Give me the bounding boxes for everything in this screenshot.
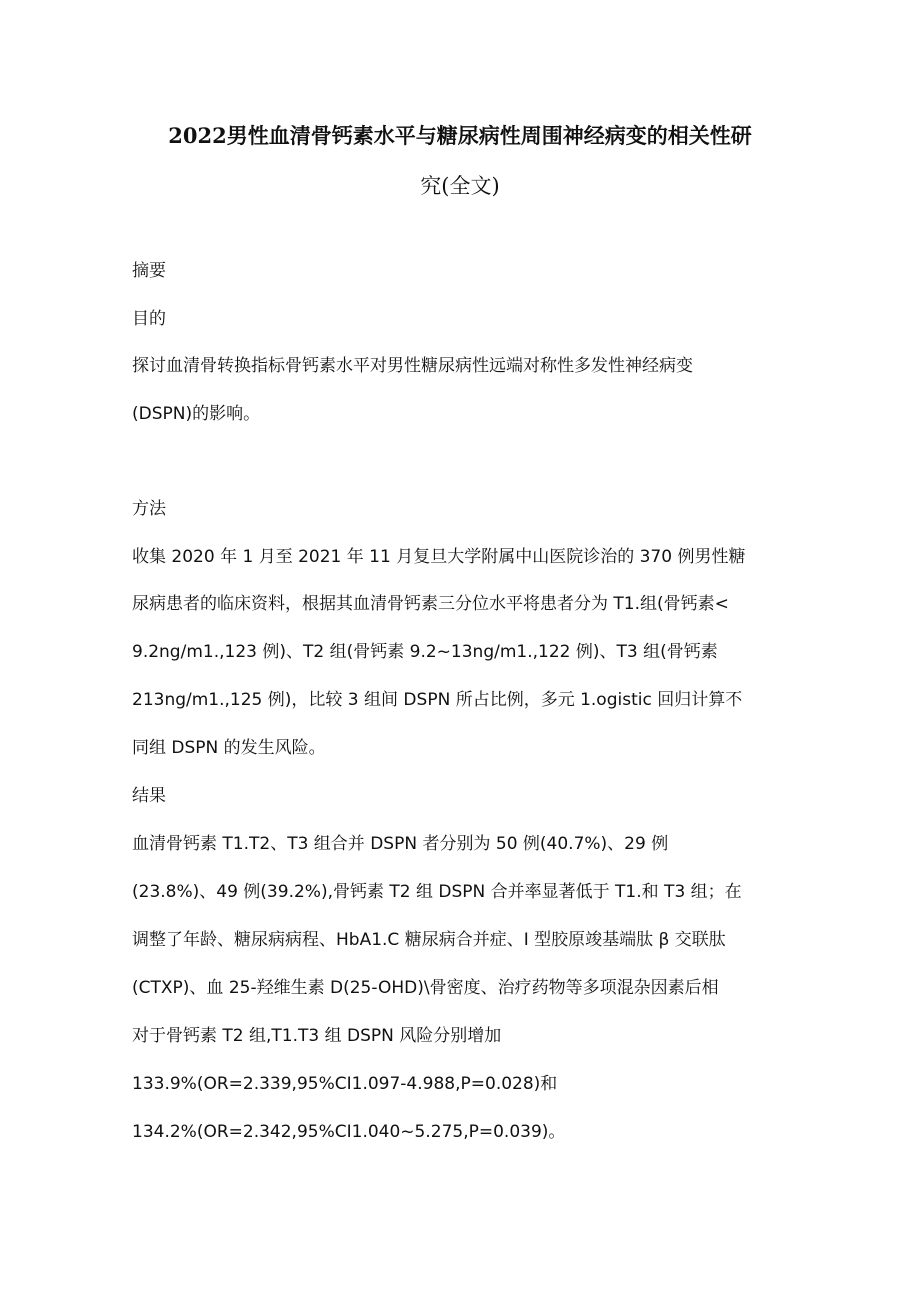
objective-text-line: 探讨血清骨转换指标骨钙素水平对男性糖尿病性远端对称性多发性神经病变 (132, 356, 693, 376)
methods-heading: 方法 (132, 499, 166, 519)
methods-text-line: 9.2ng/m1.,123 例)、T2 组(骨钙素 9.2~13ng/m1.,122 例)、T3 组(骨钙素 (132, 642, 718, 662)
results-heading: 结果 (132, 786, 166, 806)
methods-text-line: 尿病患者的临床资料，根据其血清骨钙素三分位水平将患者分为 T1.组(骨钙素< (132, 594, 729, 614)
methods-text-line: 213ng/m1.,125 例)，比较 3 组间 DSPN 所占比例，多元 1.ogistic 回归计算不 (132, 690, 743, 710)
results-text-line: 调整了年龄、糖尿病病程、HbA1.C 糖尿病合并症、I 型胶原竣基端肽 β 交联肽 (132, 930, 726, 950)
methods-text-line: 收集 2020 年 1 月至 2021 年 11 月复旦大学附属中山医院诊治的 370 例男性糖 (132, 547, 746, 567)
results-text-line: 对于骨钙素 T2 组,T1.T3 组 DSPN 风险分别增加 (132, 1026, 502, 1046)
document-title-line-2: 究(全文) (420, 174, 500, 198)
results-text-line: 133.9%(OR=2.339,95%CI1.097-4.988,P=0.028)和 (132, 1074, 558, 1094)
abstract-heading: 摘要 (132, 261, 166, 281)
results-text-line: 134.2%(OR=2.342,95%CI1.040~5.275,P=0.039)。 (132, 1122, 566, 1142)
document-title-line-1: 2022男性血清骨钙素水平与糖尿病性周围神经病变的相关性研 (168, 123, 752, 148)
objective-heading: 目的 (132, 309, 166, 329)
results-text-line: (23.8%)、49 例(39.2%),骨钙素 T2 组 DSPN 合并率显著低于 T1.和 T3 组；在 (132, 882, 742, 902)
results-text-line: (CTXP)、血 25-羟维生素 D(25-OHD)\骨密度、治疗药物等多项混杂因素后相 (132, 978, 719, 998)
methods-text-line: 同组 DSPN 的发生风险。 (132, 738, 326, 758)
results-text-line: 血清骨钙素 T1.T2、T3 组合并 DSPN 者分别为 50 例(40.7%)、29 例 (132, 834, 669, 854)
objective-text-line: (DSPN)的影响。 (132, 404, 261, 424)
